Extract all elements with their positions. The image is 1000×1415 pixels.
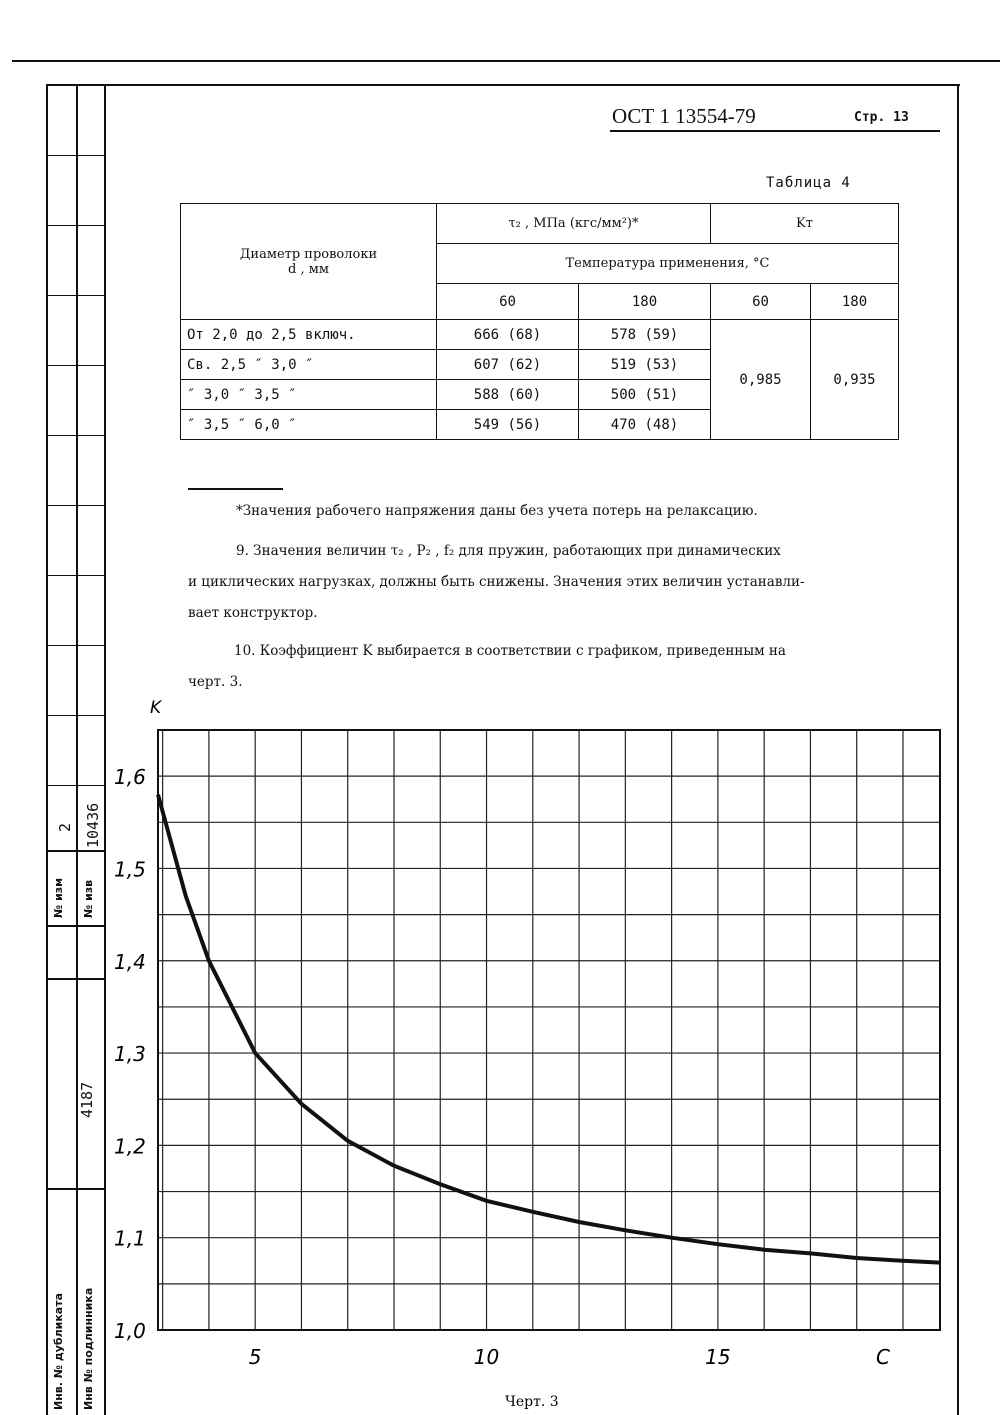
k-curve-line [158, 795, 940, 1263]
cell-k60: 0,985 [711, 320, 811, 440]
y-tick-label: 1,4 [114, 949, 146, 974]
plot-border [158, 730, 940, 1330]
page-number: Стр. 13 [854, 110, 909, 125]
chart-grid [158, 730, 940, 1330]
margin-sep-7 [46, 575, 106, 576]
col-k-header: Kт [711, 204, 899, 244]
cell-t180: 578 (59) [579, 320, 711, 350]
footnote: *Значения рабочего напряжения даны без учета потерь на релаксацию. [236, 503, 758, 519]
col-tau-header: τ₂ , МПа (кгс/мм²)* [437, 204, 711, 244]
orig-label: Инв № подлинника [82, 1287, 95, 1410]
table-caption: Таблица 4 [766, 175, 851, 191]
temp-header: Температура применения, °С [437, 244, 899, 284]
margin-sep-2 [46, 225, 106, 226]
footnote-rule [188, 488, 283, 490]
izv-value: 10436 [84, 802, 102, 848]
x-tick-label: 5 [248, 1345, 262, 1369]
y-tick-label: 1,1 [114, 1226, 146, 1251]
margin-top [46, 84, 106, 86]
doc-number-underline [610, 130, 940, 132]
temp-cell: 180 [579, 284, 711, 320]
row-label: ″ 3,0 ″ 3,5 ″ [181, 380, 437, 410]
y-tick-labels [114, 765, 146, 1343]
izm-value: 2 [56, 822, 74, 832]
cell-t180: 500 (51) [579, 380, 711, 410]
cell-t60: 666 (68) [437, 320, 579, 350]
izm-label: № изм [52, 877, 65, 918]
y-tick-label: 1,2 [114, 1134, 146, 1159]
chart-frame [158, 730, 940, 1330]
margin-sep-5 [46, 435, 106, 436]
margin-sep-1 [46, 155, 106, 156]
col-diameter-header [181, 204, 437, 320]
y-tick-label: 1,3 [114, 1042, 146, 1067]
data-table [180, 203, 899, 440]
temp-cell: 180 [811, 284, 899, 320]
cell-t60: 588 (60) [437, 380, 579, 410]
x-tick-label: 15 [705, 1345, 731, 1369]
frame-top [104, 84, 960, 86]
y-tick-label: 1,6 [114, 765, 146, 790]
margin-sep-9 [46, 715, 106, 716]
margin-sep-14 [46, 1188, 106, 1190]
cell-t60: 549 (56) [437, 410, 579, 440]
cell-t60: 607 (62) [437, 350, 579, 380]
para9-line3: вает конструктор. [188, 605, 318, 621]
margin-sep-4 [46, 365, 106, 366]
y-tick-label: 1,5 [114, 857, 146, 882]
para9-line1: 9. Значения величин τ₂ , P₂ , f₂ для пружин, работающих при динамических [236, 543, 781, 559]
table-row [181, 320, 899, 350]
temp-cell: 60 [711, 284, 811, 320]
para10-line1: 10. Коэффициент K выбирается в соответствии с графиком, приведенным на [234, 643, 786, 659]
dup-label: Инв. № дубликата [52, 1292, 65, 1410]
col-diameter-unit: d , мм [288, 261, 329, 277]
frame-left [104, 84, 106, 1415]
row-label: ″ 3,5 ″ 6,0 ″ [181, 410, 437, 440]
cell-t180: 519 (53) [579, 350, 711, 380]
x-tick-label: 10 [473, 1345, 500, 1369]
margin-outer-left [46, 84, 48, 1415]
cell-k180: 0,935 [811, 320, 899, 440]
doc-number: ОСТ 1 13554-79 [612, 104, 756, 128]
temp-cell: 60 [437, 284, 579, 320]
para9-line2: и циклических нагрузках, должны быть снижены. Значения этих величин устанавли- [188, 574, 805, 590]
top-rule [12, 60, 1000, 62]
margin-sep-13 [46, 978, 106, 980]
margin-sep-8 [46, 645, 106, 646]
margin-sep-6 [46, 505, 106, 506]
col-diameter-label: Диаметр проволоки [239, 246, 378, 262]
row-label: От 2,0 до 2,5 включ. [181, 320, 437, 350]
row-label: Св. 2,5 ″ 3,0 ″ [181, 350, 437, 380]
izv-label: № изв [82, 879, 95, 918]
chart-caption: Черт. 3 [505, 1394, 559, 1410]
margin-sep-11 [46, 850, 106, 852]
margin-sep-3 [46, 295, 106, 296]
x-axis-label: C [876, 1345, 890, 1369]
y-tick-label: 1,0 [114, 1319, 146, 1343]
margin-sep-10 [46, 785, 106, 786]
inv-value: 4187 [78, 1081, 96, 1118]
cell-t180: 470 (48) [579, 410, 711, 440]
para10-line2: черт. 3. [188, 674, 243, 690]
margin-sep-12 [46, 925, 106, 927]
frame-right [957, 84, 959, 1415]
y-axis-label: K [150, 698, 162, 718]
margin-mid [76, 84, 78, 1415]
x-tick-labels [249, 1345, 731, 1369]
